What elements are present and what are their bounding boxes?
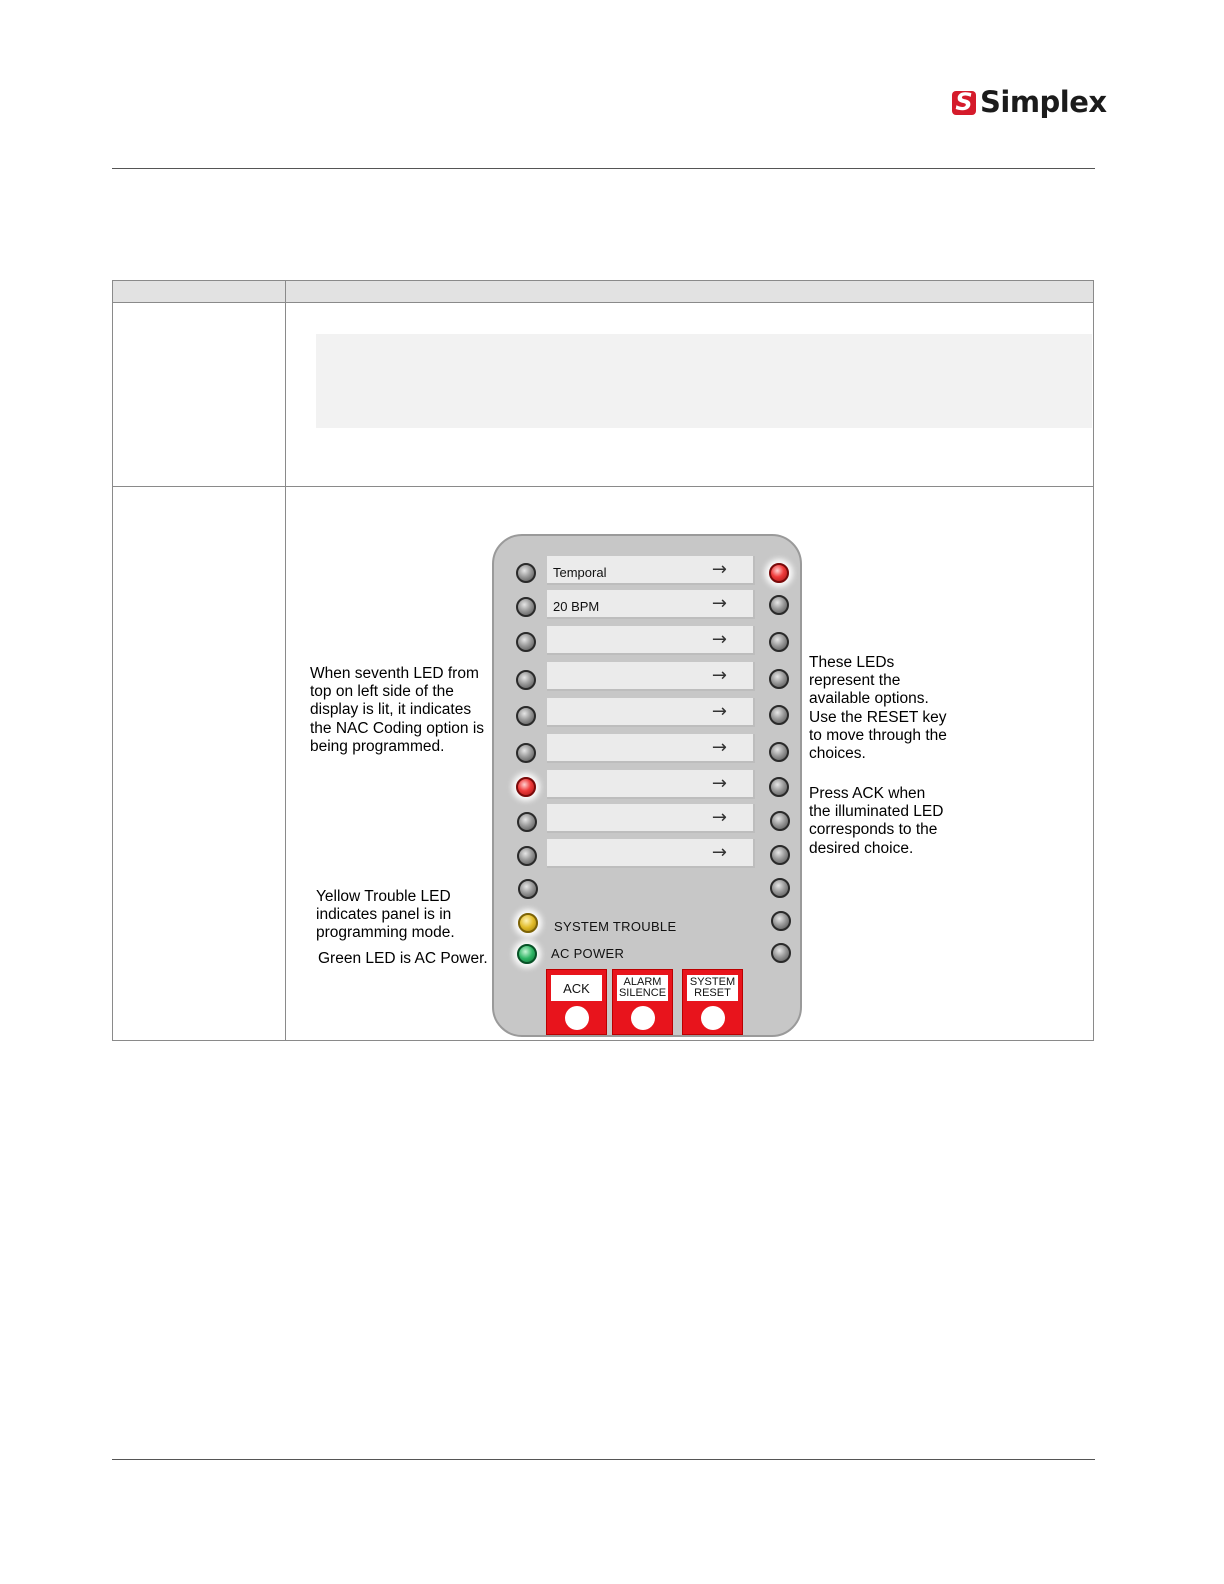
table-border-bottom bbox=[112, 1040, 1094, 1041]
display-slot bbox=[547, 734, 755, 763]
ack-button-label: ACK bbox=[551, 975, 602, 1001]
right-led-icon bbox=[769, 595, 789, 615]
callout-line: Yellow Trouble LED bbox=[316, 888, 451, 905]
logo-wordmark: Simplex bbox=[980, 85, 1107, 119]
lit-red-led-icon bbox=[516, 777, 536, 797]
callout-line: indicates panel is in bbox=[316, 906, 452, 924]
arrow-right-icon: → bbox=[711, 773, 727, 794]
right-led-icon bbox=[770, 878, 790, 898]
alarm-silence-line1: ALARM bbox=[623, 976, 662, 988]
callout-seventh-led bbox=[310, 665, 484, 756]
ac-power-led-icon bbox=[517, 944, 537, 964]
system-reset-line2: RESET bbox=[694, 987, 731, 999]
left-led-icon bbox=[516, 632, 536, 652]
alarm-silence-button[interactable] bbox=[612, 969, 673, 1035]
right-led-icon bbox=[769, 669, 789, 689]
arrow-right-icon: → bbox=[711, 842, 727, 863]
table-border-header bbox=[112, 302, 1094, 303]
ac-power-label: AC POWER bbox=[551, 946, 625, 961]
header-rule bbox=[112, 168, 1095, 169]
display-slot bbox=[547, 662, 755, 691]
arrow-right-icon: → bbox=[711, 665, 727, 686]
table-border-row bbox=[112, 486, 1094, 487]
table-border-right bbox=[1093, 280, 1094, 1041]
footer-rule bbox=[112, 1459, 1095, 1460]
arrow-right-icon: → bbox=[711, 629, 727, 650]
left-led-icon bbox=[516, 743, 536, 763]
callout-line: being programmed. bbox=[310, 737, 445, 755]
system-reset-button-label bbox=[687, 975, 738, 1001]
display-slot bbox=[547, 770, 755, 799]
right-led-icon bbox=[769, 632, 789, 652]
alarm-silence-line2: SILENCE bbox=[618, 987, 667, 999]
display-slot bbox=[547, 556, 755, 585]
left-led-icon bbox=[516, 670, 536, 690]
right-led-icon bbox=[769, 742, 789, 762]
left-led-icon bbox=[516, 706, 536, 726]
right-led-icon bbox=[769, 777, 789, 797]
callout-line: choices. bbox=[809, 745, 866, 763]
shaded-note-block bbox=[316, 334, 1092, 428]
alarm-silence-button-label bbox=[617, 975, 668, 1001]
arrow-right-icon: → bbox=[711, 737, 727, 758]
display-slot bbox=[547, 839, 755, 868]
simplex-logo bbox=[952, 84, 1107, 120]
callout-line: These LEDs bbox=[809, 654, 895, 671]
right-led-icon bbox=[770, 845, 790, 865]
callout-line: desired choice. bbox=[809, 839, 914, 857]
system-reset-button[interactable] bbox=[682, 969, 743, 1035]
callout-line: available options. bbox=[809, 690, 929, 708]
slot-label: Temporal bbox=[553, 565, 607, 580]
callout-green-led: Green LED is AC Power. bbox=[318, 950, 488, 967]
simplex-logo-icon bbox=[952, 91, 976, 115]
callout-line: Use the RESET key bbox=[809, 708, 947, 726]
callout-line: When seventh LED from bbox=[310, 665, 479, 682]
alarm-silence-button-knob bbox=[631, 1006, 655, 1030]
table-header-row bbox=[112, 280, 1094, 302]
ack-button[interactable] bbox=[546, 969, 607, 1035]
system-trouble-label: SYSTEM TROUBLE bbox=[554, 919, 677, 934]
table-column-divider bbox=[285, 280, 286, 1041]
right-led-icon bbox=[769, 705, 789, 725]
callout-trouble-led bbox=[316, 888, 455, 943]
callout-line: corresponds to the bbox=[809, 821, 938, 839]
table-border-top bbox=[112, 280, 1094, 281]
system-reset-line1: SYSTEM bbox=[689, 976, 736, 988]
arrow-right-icon: → bbox=[711, 559, 727, 580]
display-slot bbox=[547, 804, 755, 833]
left-led-icon bbox=[516, 563, 536, 583]
left-led-icon bbox=[516, 597, 536, 617]
left-led-icon bbox=[517, 846, 537, 866]
callout-line: programming mode. bbox=[316, 924, 455, 942]
callout-line: the illuminated LED bbox=[809, 803, 944, 821]
callout-line: the NAC Coding option is bbox=[310, 719, 485, 737]
lit-red-led-icon bbox=[769, 563, 789, 583]
callout-line: top on left side of the bbox=[310, 683, 454, 701]
system-reset-button-knob bbox=[701, 1006, 725, 1030]
right-led-icon bbox=[771, 911, 791, 931]
callout-line: display is lit, it indicates bbox=[310, 701, 472, 719]
callout-line: to move through the bbox=[809, 726, 947, 744]
trouble-led-icon bbox=[518, 913, 538, 933]
left-led-icon bbox=[517, 812, 537, 832]
callout-line: represent the bbox=[809, 672, 901, 690]
callout-option-leds bbox=[809, 654, 947, 763]
table-border-left bbox=[112, 280, 113, 1041]
callout-line: Press ACK when bbox=[809, 785, 926, 802]
display-slot bbox=[547, 626, 755, 655]
arrow-right-icon: → bbox=[711, 593, 727, 614]
slot-label: 20 BPM bbox=[553, 599, 600, 614]
display-slot bbox=[547, 698, 755, 727]
ack-button-knob bbox=[565, 1006, 589, 1030]
right-led-icon bbox=[771, 943, 791, 963]
right-led-icon bbox=[770, 811, 790, 831]
left-led-icon bbox=[518, 879, 538, 899]
display-slot bbox=[547, 590, 755, 619]
arrow-right-icon: → bbox=[711, 807, 727, 828]
callout-press-ack bbox=[809, 785, 943, 858]
arrow-right-icon: → bbox=[711, 701, 727, 722]
